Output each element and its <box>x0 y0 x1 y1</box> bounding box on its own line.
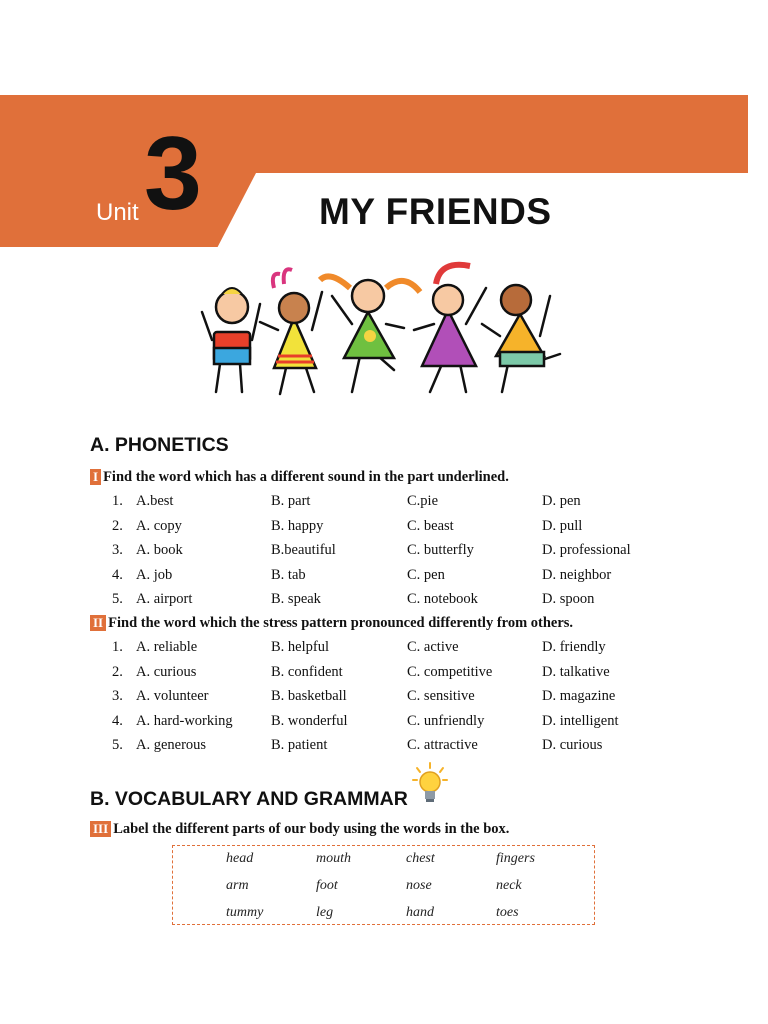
option-b: B.beautiful <box>271 542 336 558</box>
option-d: D. pen <box>542 493 581 509</box>
option-c: C. unfriendly <box>407 712 485 729</box>
word-item: nose <box>406 878 432 893</box>
question-number: 3. <box>112 688 123 704</box>
option-c: C. notebook <box>407 591 478 607</box>
page-title: MY FRIENDS <box>319 191 552 232</box>
question-number: 2. <box>112 663 123 680</box>
option-b: B. tab <box>271 566 306 583</box>
option-b: B. helpful <box>271 639 329 655</box>
option-a: A. curious <box>136 663 197 680</box>
option-c: C. competitive <box>407 663 493 680</box>
question-number: 1. <box>112 639 123 655</box>
exercise-1-text: Find the word which has a different sound in the part underlined. <box>103 469 509 485</box>
option-c: C. butterfly <box>407 542 474 558</box>
option-d: D. intelligent <box>542 712 619 729</box>
option-d: D. spoon <box>542 591 595 607</box>
option-c: C. sensitive <box>407 688 475 704</box>
option-d: D. magazine <box>542 688 616 704</box>
option-a: A. airport <box>136 591 193 607</box>
exercise-1-questions <box>0 493 768 616</box>
word-item: toes <box>496 905 519 920</box>
question-number: 4. <box>112 712 123 729</box>
option-c: C. beast <box>407 517 454 534</box>
option-b: B. speak <box>271 591 321 607</box>
question-number: 5. <box>112 591 123 607</box>
question-row <box>0 737 768 762</box>
exercise-2-badge: II <box>90 615 106 631</box>
exercise-2-text: Find the word which the stress pattern pronounced differently from others. <box>108 615 574 631</box>
question-number: 2. <box>112 517 123 534</box>
word-item: leg <box>316 905 334 920</box>
exercise-2-instruction <box>90 615 573 632</box>
word-item: arm <box>226 878 249 893</box>
word-row <box>226 878 586 905</box>
question-number: 1. <box>112 493 123 509</box>
question-row <box>0 567 768 592</box>
exercise-1-instruction <box>90 469 509 486</box>
option-c: C.pie <box>407 493 439 509</box>
option-b: B. confident <box>271 663 343 680</box>
question-row <box>0 493 768 518</box>
header-banner <box>0 95 748 173</box>
option-d: D. curious <box>542 737 603 753</box>
question-number: 5. <box>112 737 123 753</box>
option-d: D. neighbor <box>542 566 612 583</box>
exercise-3-badge: III <box>90 821 111 837</box>
unit-number: 3 <box>144 116 202 232</box>
word-item: tummy <box>226 905 264 920</box>
option-a: A. volunteer <box>136 688 209 704</box>
question-row <box>0 664 768 689</box>
word-item: mouth <box>316 851 351 866</box>
option-c: C. pen <box>407 566 445 583</box>
option-d: D. friendly <box>542 639 606 655</box>
word-item: foot <box>316 878 338 893</box>
exercise-2-questions <box>0 639 768 762</box>
section-a-heading: A. PHONETICS <box>90 434 229 456</box>
question-row <box>0 639 768 664</box>
question-row <box>0 713 768 738</box>
option-c: C. attractive <box>407 737 478 753</box>
exercise-1-badge: I <box>90 469 101 485</box>
word-item: neck <box>496 878 522 893</box>
option-b: B. wonderful <box>271 712 348 729</box>
option-a: A.best <box>136 493 174 509</box>
word-item: head <box>226 851 254 866</box>
five-dancing-kids-illustration <box>190 252 580 400</box>
word-row <box>226 851 586 878</box>
option-b: B. patient <box>271 737 328 753</box>
option-c: C. active <box>407 639 459 655</box>
option-a: A. job <box>136 566 173 583</box>
exercise-3-instruction <box>90 821 509 838</box>
exercise-3-text: Label the different parts of our body using the words in the box. <box>113 821 510 837</box>
option-a: A. hard-working <box>136 712 233 729</box>
light-bulb-icon <box>412 762 448 806</box>
option-a: A. reliable <box>136 639 198 655</box>
word-item: hand <box>406 905 434 920</box>
option-d: D. professional <box>542 542 631 558</box>
unit-label: Unit <box>96 199 139 226</box>
option-a: A. generous <box>136 737 207 753</box>
word-box-grid <box>226 851 586 932</box>
option-b: B. part <box>271 493 311 509</box>
option-a: A. copy <box>136 517 182 534</box>
section-b-heading: B. VOCABULARY AND GRAMMAR <box>90 788 408 810</box>
option-a: A. book <box>136 542 183 558</box>
word-row <box>226 905 586 932</box>
question-row <box>0 542 768 567</box>
option-d: D. talkative <box>542 663 610 680</box>
question-row <box>0 518 768 543</box>
question-row <box>0 688 768 713</box>
option-d: D. pull <box>542 517 583 534</box>
question-number: 3. <box>112 542 123 558</box>
question-number: 4. <box>112 566 123 583</box>
option-b: B. happy <box>271 517 324 534</box>
word-item: chest <box>406 851 435 866</box>
option-b: B. basketball <box>271 688 347 704</box>
question-row <box>0 591 768 616</box>
word-item: fingers <box>496 851 535 866</box>
